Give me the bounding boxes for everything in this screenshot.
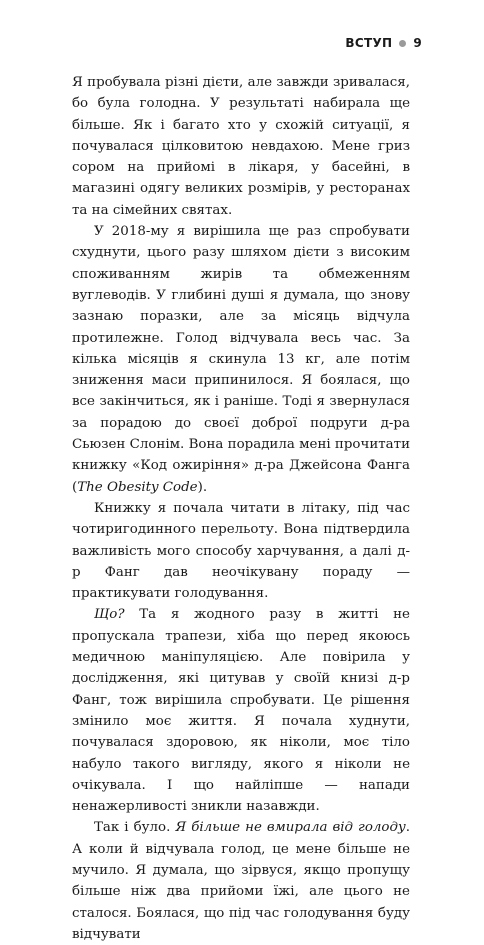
running-header bbox=[345, 36, 422, 50]
paragraph-text: Книжку я почала читати в літаку, під час чотиригодинного перельоту. Вона підтвердила важливість мого способу харчування, а далі д-р Фанг дав неочікувану пораду — практикувати голодування. bbox=[72, 500, 410, 602]
paragraph bbox=[72, 817, 410, 945]
paragraph bbox=[72, 498, 410, 604]
paragraph bbox=[72, 72, 410, 221]
book-title-original: The Obesity Code bbox=[77, 479, 198, 495]
paragraph-text: Я пробувала різні дієти, але завжди зривалася, бо була голодна. У результаті набирала ще більше. Як і багато хто у схожій ситуації, я почувалася цілковитою невдахою. Мене гриз сором на прийомі в лікаря, у басейні, в магазині одягу великих розмірів, у ресторанах та на сімейних святах. bbox=[72, 75, 410, 218]
separator-dot-icon bbox=[399, 40, 406, 47]
paragraph bbox=[72, 604, 410, 817]
paragraph-text: У 2018-му я вирішила ще раз спробувати схуднути, цього разу шляхом дієти з високим споживанням жирів та обмеженням вуглеводів. У глибині душі я думала, що знову зазнаю поразки, але за місяць відчула протилежне. Голод відчувала весь час. За кілька місяців я скинула 13 кг, але потім зниження маси припинилося. Я боялася, що все закінчиться, як і раніше. Тоді я звернулася за порадою до своєї доброї подруги д-ра Сьюзен Слонім. Вона порадила мені прочитати книжку «Код ожиріння» д-ра Джейсона Фанга ( bbox=[72, 224, 410, 495]
paragraph-text: Та я жодного разу в житті не пропускала трапези, хіба що перед якоюсь медичною маніпуляцією. Але повірила у дослідження, які цитував у своїй книзі д-р Фанг, тож вирішила спробувати. Це рішення змінило моє життя. Я почала худнути, почувалася здоровою, як ніколи, моє тіло набуло такого вигляду, якого я ніколи не очікувала. І що найліпше — напади ненажерливості зникли назавжди. bbox=[72, 607, 410, 815]
paragraph-text: ). bbox=[197, 479, 208, 495]
paragraph-text: . А коли й відчувала голод, це мене більше не мучило. Я думала, що зірвуся, якщо пропущу більше ніж два прийоми їжі, але цього не сталося. Боялася, що під час голодування буду відчувати bbox=[72, 820, 410, 942]
paragraph bbox=[72, 221, 410, 498]
emphasis-text: Я більше не вмирала від голоду bbox=[175, 820, 406, 836]
body-text bbox=[72, 72, 410, 945]
paragraph-text: Так і було. bbox=[94, 820, 176, 836]
page-number: 9 bbox=[413, 36, 422, 50]
emphasis-text: Що? bbox=[94, 607, 125, 623]
section-title: ВСТУП bbox=[345, 36, 393, 50]
